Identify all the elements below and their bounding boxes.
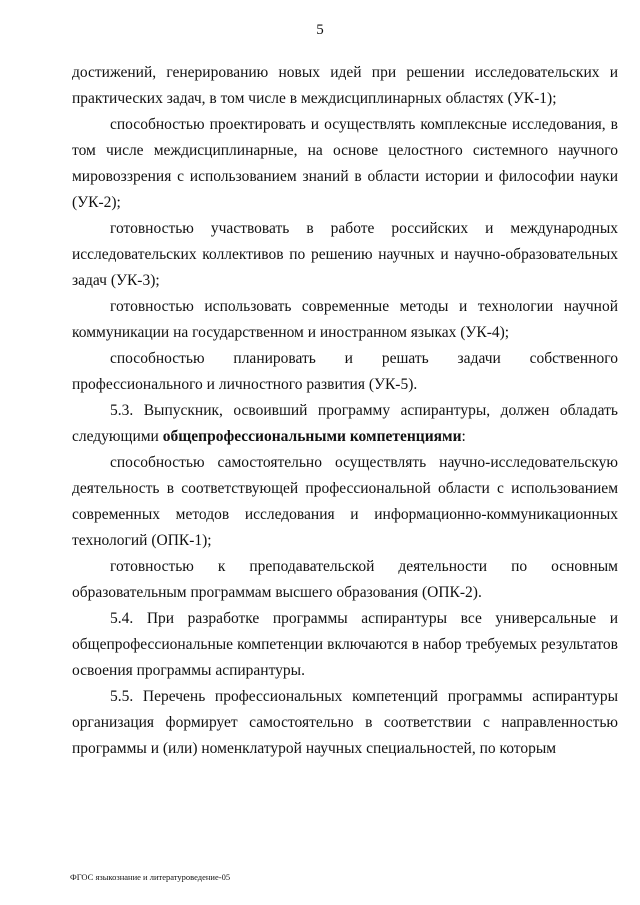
paragraph-5-3-colon: :	[461, 428, 466, 445]
paragraph-opk2: готовностью к преподавательской деятельности по основным образовательным программам высшего образования (ОПК-2).	[72, 558, 618, 601]
general-professional-competencies-term: общепрофессиональными компетенциями	[162, 428, 462, 445]
paragraph-5-4: 5.4. При разработке программы аспирантуры все универсальные и общепрофессиональные компетенции включаются в набор требуемых результатов освоения программы аспирантуры.	[72, 610, 618, 679]
paragraph-5-3-text: 5.3. Выпускник, освоивший программу аспирантуры, должен обладать следующими	[72, 402, 618, 445]
paragraph-5-3	[72, 398, 618, 450]
paragraph-opk1: способностью самостоятельно осуществлять научно-исследовательскую деятельность в соответствующей профессиональной области с использованием современных методов исследования и информационно-коммуникационных технологий (ОПК-1);	[72, 454, 618, 549]
document-body	[72, 60, 618, 762]
paragraph-uk3: готовностью участвовать в работе российских и международных исследовательских коллективов по решению научных и научно-образовательных задач (УК-3);	[72, 220, 618, 289]
paragraph-uk1-continuation: достижений, генерированию новых идей при решении исследовательских и практических задач, в том числе в междисциплинарных областях (УК-1);	[72, 64, 618, 107]
footer-document-code: ФГОС языкознание и литературоведение-05	[70, 872, 231, 882]
paragraph-uk2: способностью проектировать и осуществлять комплексные исследования, в том числе междисциплинарные, на основе целостного системного научного мировоззрения с использованием знаний в области истории и философии науки (УК-2);	[72, 116, 618, 211]
paragraph-5-5: 5.5. Перечень профессиональных компетенций программы аспирантуры организация формирует самостоятельно в соответствии с направленностью программы и (или) номенклатурой научных специальностей, по которым	[72, 688, 618, 757]
paragraph-uk5: способностью планировать и решать задачи собственного профессионального и личностного развития (УК-5).	[72, 350, 618, 393]
page-number: 5	[316, 22, 324, 38]
paragraph-uk4: готовностью использовать современные методы и технологии научной коммуникации на государственном и иностранном языках (УК-4);	[72, 298, 618, 341]
